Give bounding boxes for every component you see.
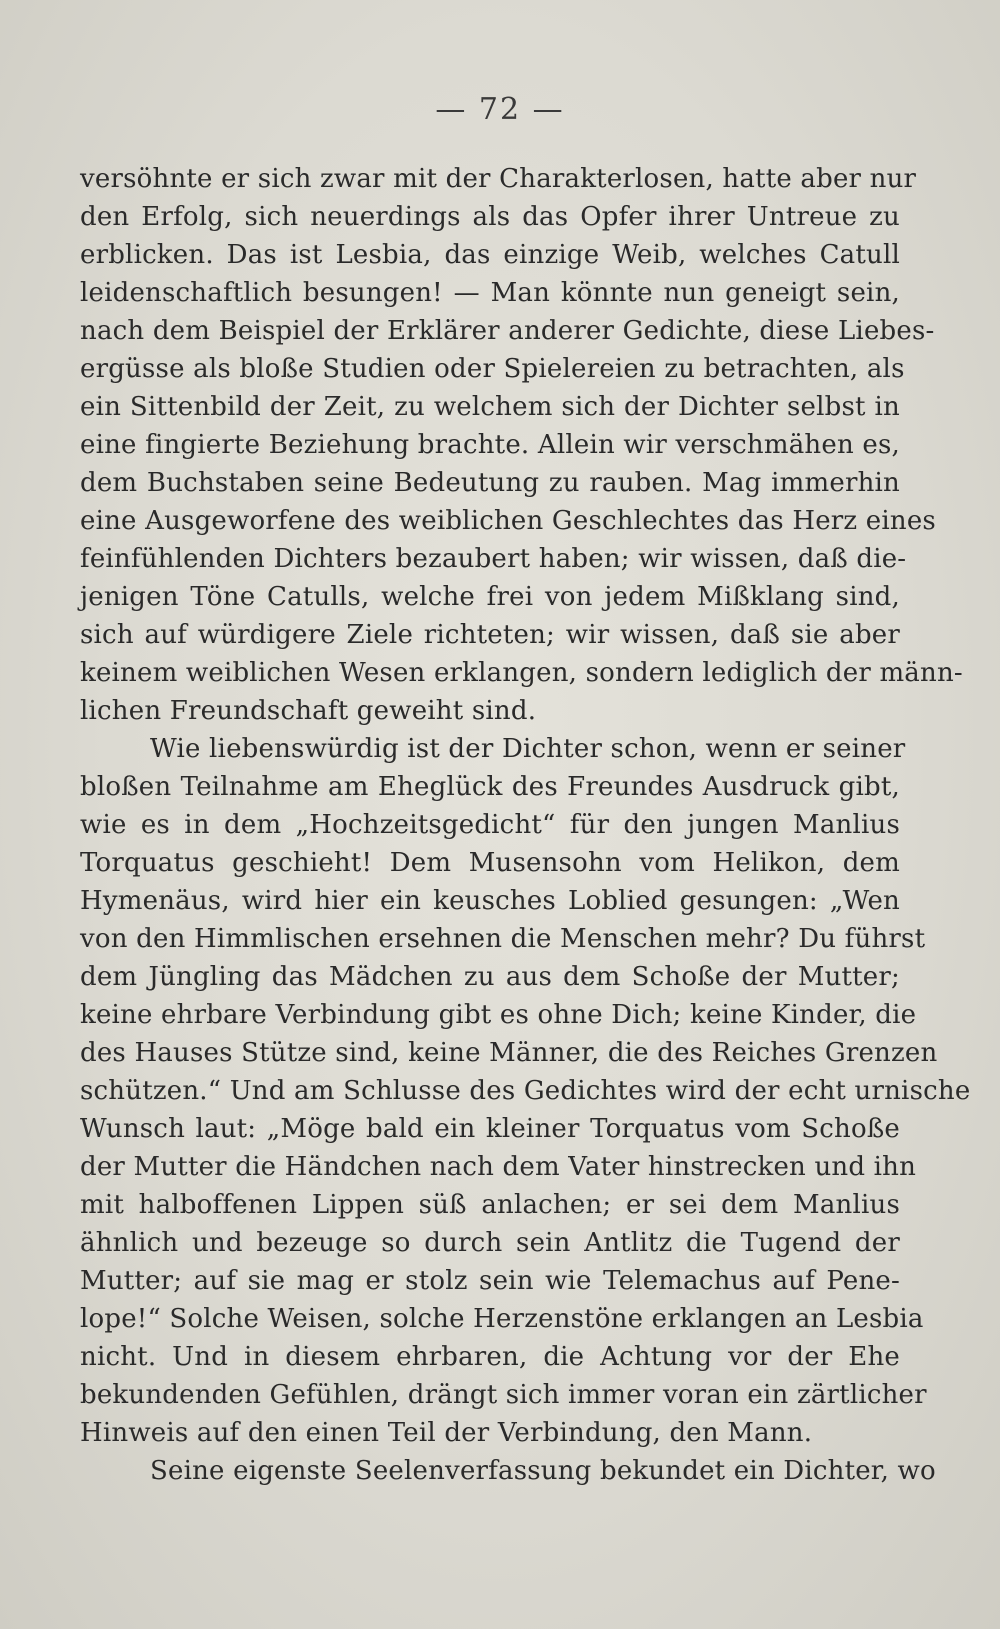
text-line: dem Jüngling das Mädchen zu aus dem Schoße der Mutter; (80, 962, 900, 992)
text-line: ähnlich und bezeuge so durch sein Antlitz die Tugend der (80, 1228, 900, 1258)
text-line: bloßen Teilnahme am Eheglück des Freundes Ausdruck gibt, (80, 772, 900, 802)
text-line: den Erfolg, sich neuerdings als das Opfer ihrer Untreue zu (80, 202, 900, 232)
text-line: nicht. Und in diesem ehrbaren, die Achtung vor der Ehe (80, 1342, 900, 1372)
text-line: erblicken. Das ist Lesbia, das einzige Weib, welches Catull (80, 240, 900, 270)
text-line: des Hauses Stütze sind, keine Männer, die des Reiches Grenzen (80, 1038, 938, 1068)
text-line: ein Sittenbild der Zeit, zu welchem sich der Dichter selbst in (80, 392, 900, 422)
text-line: eine Ausgeworfene des weiblichen Geschlechtes das Herz eines (80, 506, 936, 536)
text-line: lope!“ Solche Weisen, solche Herzenstöne erklangen an Lesbia (80, 1304, 924, 1334)
text-line: feinfühlenden Dichters bezaubert haben; wir wissen, daß die- (80, 544, 907, 574)
page-number: — 72 — (435, 92, 565, 127)
text-line: der Mutter die Händchen nach dem Vater hinstrecken und ihn (80, 1152, 917, 1182)
text-line: mit halboffenen Lippen süß anlachen; er sei dem Manlius (80, 1190, 900, 1220)
text-line: Hinweis auf den einen Teil der Verbindung, den Mann. (80, 1418, 813, 1448)
text-line: sich auf würdigere Ziele richteten; wir wissen, daß sie aber (80, 620, 900, 650)
text-line: eine fingierte Beziehung brachte. Allein wir verschmähen es, (80, 430, 900, 460)
text-line: ergüsse als bloße Studien oder Spielereien zu betrachten, als (80, 354, 905, 384)
text-line: Torquatus geschieht! Dem Musensohn vom Helikon, dem (80, 848, 900, 878)
text-line: Hymenäus, wird hier ein keusches Loblied gesungen: „Wen (80, 886, 900, 916)
text-line: schützen.“ Und am Schlusse des Gedichtes wird der echt urnische (80, 1076, 971, 1106)
text-line: Seine eigenste Seelenverfassung bekundet ein Dichter, wo (150, 1456, 936, 1486)
text-line: von den Himmlischen ersehnen die Menschen mehr? Du führst (80, 924, 926, 954)
text-line: Wunsch laut: „Möge bald ein kleiner Torquatus vom Schoße (80, 1114, 900, 1144)
text-line: Mutter; auf sie mag er stolz sein wie Telemachus auf Pene- (80, 1266, 900, 1296)
text-line: keine ehrbare Verbindung gibt es ohne Dich; keine Kinder, die (80, 1000, 917, 1030)
text-line: keinem weiblichen Wesen erklangen, sondern lediglich der männ- (80, 658, 963, 688)
text-line: wie es in dem „Hochzeitsgedicht“ für den jungen Manlius (80, 810, 900, 840)
text-line: nach dem Beispiel der Erklärer anderer Gedichte, diese Liebes- (80, 316, 935, 346)
text-line: leidenschaftlich besungen! — Man könnte nun geneigt sein, (80, 278, 900, 308)
text-line: lichen Freundschaft geweiht sind. (80, 696, 537, 726)
text-line: versöhnte er sich zwar mit der Charakterlosen, hatte aber nur (80, 164, 917, 194)
text-line: Wie liebenswürdig ist der Dichter schon, wenn er seiner (150, 734, 906, 764)
body-text (80, 160, 971, 1490)
text-line: bekundenden Gefühlen, drängt sich immer voran ein zärtlicher (80, 1380, 927, 1410)
text-line: dem Buchstaben seine Bedeutung zu rauben. Mag immerhin (80, 468, 900, 498)
text-line: jenigen Töne Catulls, welche frei von jedem Mißklang sind, (80, 582, 900, 612)
